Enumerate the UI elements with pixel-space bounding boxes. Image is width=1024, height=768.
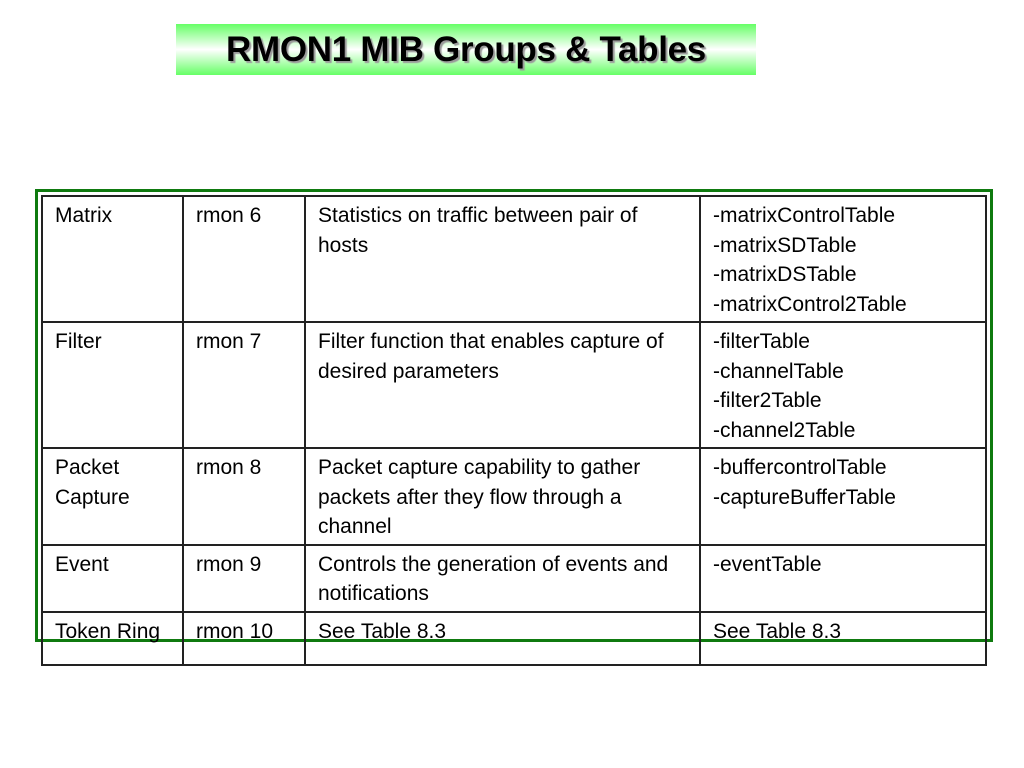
oid-cell: rmon 6 — [183, 196, 305, 322]
tables-cell — [700, 322, 986, 448]
tables-cell — [700, 196, 986, 322]
table-name: -channel2Table — [713, 418, 856, 442]
description-cell: See Table 8.3 — [305, 612, 700, 665]
group-name-cell: Matrix — [42, 196, 183, 322]
group-name-cell: Packet Capture — [42, 448, 183, 545]
table-name: -matrixControl2Table — [713, 292, 907, 316]
table-name: See Table 8.3 — [713, 619, 842, 643]
table-name: -buffercontrolTable — [713, 456, 887, 479]
table-row — [42, 448, 986, 545]
group-name-cell: Filter — [42, 322, 183, 448]
oid-cell: rmon 9 — [183, 545, 305, 612]
group-name-cell: Token Ring — [42, 612, 183, 665]
description-cell: Statistics on traffic between pair of hosts — [305, 196, 700, 322]
description-cell: Packet capture capability to gather packets after they flow through a channel — [305, 448, 700, 545]
mib-groups-table-frame — [35, 189, 993, 642]
table-name: -matrixControlTable — [713, 204, 896, 227]
table-name: -channelTable — [713, 359, 844, 383]
table-row — [42, 612, 986, 665]
slide-title: RMON1 MIB Groups & Tables — [226, 29, 706, 69]
table-name: -captureBufferTable — [713, 485, 896, 509]
table-name: -matrixSDTable — [713, 233, 857, 257]
oid-cell: rmon 8 — [183, 448, 305, 545]
tables-cell — [700, 545, 986, 612]
table-name: -eventTable — [713, 552, 822, 576]
tables-cell — [700, 612, 986, 665]
title-banner — [176, 24, 756, 75]
oid-cell: rmon 10 — [183, 612, 305, 665]
table-name: -filterTable — [713, 330, 810, 353]
oid-cell: rmon 7 — [183, 322, 305, 448]
mib-groups-table — [41, 195, 987, 666]
table-name: -matrixDSTable — [713, 263, 857, 286]
table-row — [42, 196, 986, 322]
description-cell: Filter function that enables capture of desired parameters — [305, 322, 700, 448]
description-cell: Controls the generation of events and notifications — [305, 545, 700, 612]
table-row — [42, 545, 986, 612]
table-name: -filter2Table — [713, 389, 822, 412]
group-name-cell: Event — [42, 545, 183, 612]
table-row — [42, 322, 986, 448]
tables-cell — [700, 448, 986, 545]
